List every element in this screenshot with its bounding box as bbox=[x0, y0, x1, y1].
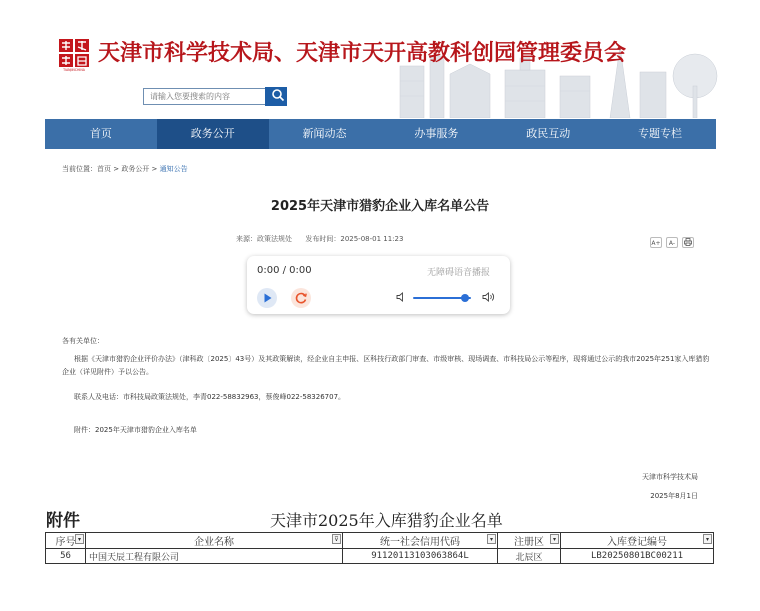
contact-info: 联系人及电话：市科技局政策法规处，李青022-58832963，蔡俊峰022-58326707。 bbox=[74, 393, 346, 401]
article-meta bbox=[236, 234, 403, 244]
print-button[interactable] bbox=[682, 237, 694, 248]
main-nav bbox=[45, 119, 716, 149]
volume-slider-thumb[interactable] bbox=[461, 294, 469, 302]
site-header bbox=[0, 0, 760, 118]
article-published: 发布时间：2025-08-01 11:23 bbox=[305, 235, 404, 243]
filter-active-icon[interactable]: ⊽ bbox=[332, 534, 341, 544]
enterprise-list-table bbox=[45, 532, 714, 564]
sheet-attachment-label: 附件 bbox=[46, 511, 80, 531]
header-label: 序号 bbox=[55, 537, 76, 548]
header-label: 企业名称 bbox=[194, 537, 234, 548]
tianjin-logo-icon bbox=[58, 38, 90, 72]
nav-item-interaction[interactable]: 政民互动 bbox=[526, 127, 571, 140]
table-header-row bbox=[46, 533, 714, 549]
volume-high-icon[interactable] bbox=[482, 291, 496, 303]
filter-dropdown-icon[interactable]: ▾ bbox=[550, 534, 559, 544]
audio-player bbox=[247, 256, 510, 314]
table-row bbox=[46, 549, 714, 564]
print-icon bbox=[684, 238, 692, 246]
search-input[interactable] bbox=[143, 88, 265, 105]
replay-button[interactable] bbox=[291, 288, 311, 308]
header-label: 统一社会信用代码 bbox=[380, 537, 460, 548]
announcement-paragraph: 根据《天津市猎豹企业评价办法》（津科政〔2025〕43号）及其政策解读，经企业自主申报、区科技行政部门审查、市级审核、现场调查、市科技局公示等程序，现将通过公示的我市2025年251家入库猎豹企业（详见附件）予以公告。 bbox=[62, 355, 710, 376]
signature-date: 2025年8月1日 bbox=[650, 492, 698, 500]
signature-organization: 天津市科学技术局 bbox=[642, 473, 698, 481]
filter-dropdown-icon[interactable]: ▾ bbox=[75, 534, 84, 544]
play-button[interactable] bbox=[257, 288, 277, 308]
filter-dropdown-icon[interactable]: ▾ bbox=[487, 534, 496, 544]
filter-dropdown-icon[interactable]: ▾ bbox=[703, 534, 712, 544]
article-source: 来源：政策法规处 bbox=[236, 235, 292, 243]
header-cell bbox=[86, 533, 343, 549]
header-label: 注册区 bbox=[514, 537, 544, 548]
nav-item-special-topics[interactable]: 专题专栏 bbox=[638, 127, 683, 140]
volume-slider[interactable] bbox=[413, 297, 471, 299]
nav-item-home[interactable]: 首页 bbox=[89, 127, 112, 140]
header-label: 入库登记编号 bbox=[607, 537, 667, 548]
header-cell bbox=[498, 533, 561, 549]
font-tools bbox=[650, 237, 694, 248]
header-cell bbox=[343, 533, 498, 549]
logo-text: TIANJINCHINA bbox=[63, 68, 85, 72]
header-cell bbox=[561, 533, 714, 549]
cell-company-name: 中国天辰工程有限公司 bbox=[86, 549, 343, 564]
cell-district: 北辰区 bbox=[498, 549, 561, 564]
search-button[interactable] bbox=[265, 87, 287, 106]
play-icon bbox=[257, 288, 277, 308]
volume-low-icon[interactable] bbox=[395, 291, 407, 303]
breadcrumb bbox=[62, 164, 188, 174]
sheet-title: 天津市2025年入库猎豹企业名单 bbox=[270, 511, 503, 530]
cell-credit-code: 91120113103063864L bbox=[343, 549, 498, 564]
cell-index: 56 bbox=[46, 549, 86, 564]
refresh-icon bbox=[291, 288, 311, 308]
header-cell bbox=[46, 533, 86, 549]
nav-item-news[interactable]: 新闻动态 bbox=[302, 127, 347, 140]
site-title: 天津市科学技术局、天津市天开高教科创园管理委员会 bbox=[98, 40, 627, 66]
accessibility-audio-label: 无障碍语音播报 bbox=[427, 268, 491, 278]
cell-registration-number: LB20250801BC00211 bbox=[561, 549, 714, 564]
salutation: 各有关单位： bbox=[62, 337, 104, 345]
nav-item-services[interactable]: 办事服务 bbox=[414, 127, 459, 140]
article-title: 2025年天津市猎豹企业入库名单公告 bbox=[270, 199, 490, 214]
font-increase-button[interactable]: A+ bbox=[650, 237, 662, 248]
search-icon bbox=[271, 88, 285, 102]
attachment-link[interactable]: 附件：2025年天津市猎豹企业入库名单 bbox=[74, 426, 197, 434]
breadcrumb-prefix: 当前位置：首页 > 政务公开 > bbox=[62, 165, 160, 173]
breadcrumb-current[interactable]: 通知公告 bbox=[159, 165, 188, 173]
nav-item-government-affairs[interactable]: 政务公开 bbox=[157, 119, 269, 149]
audio-time: 0:00 / 0:00 bbox=[257, 265, 312, 276]
font-decrease-button[interactable]: A- bbox=[666, 237, 678, 248]
